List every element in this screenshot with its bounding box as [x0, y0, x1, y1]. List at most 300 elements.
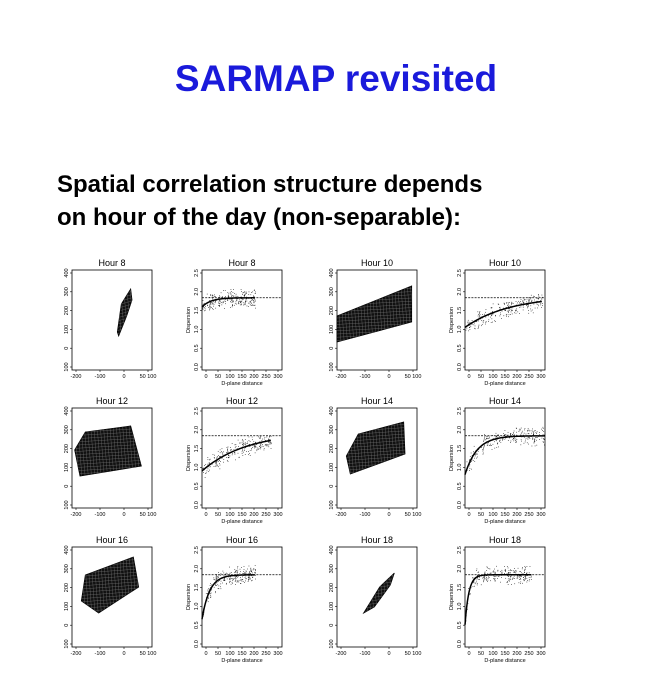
scatter-point — [514, 312, 515, 313]
scatter-point — [491, 573, 492, 574]
scatter-point — [220, 456, 221, 457]
scatter-point — [245, 581, 246, 582]
scatter-point — [240, 569, 241, 570]
scatter-point — [484, 446, 485, 447]
scatter-point — [484, 577, 485, 578]
scatter-point — [248, 577, 249, 578]
scatter-point — [493, 444, 494, 445]
scatter-point — [206, 593, 207, 594]
scatter-point — [539, 439, 540, 440]
scatter-point — [473, 460, 474, 461]
y-tick-label: 100 — [329, 601, 335, 611]
scatter-point — [537, 298, 538, 299]
scatter-point — [524, 300, 525, 301]
subtitle-line-2: on hour of the day (non-separable): — [57, 204, 462, 231]
x-tick-label: -200 — [335, 651, 347, 657]
scatter-point — [235, 576, 236, 577]
x-tick-label: 200 — [249, 374, 259, 380]
scatter-point — [215, 302, 216, 303]
scatter-point — [500, 442, 501, 443]
scatter-point — [232, 583, 233, 584]
scatter-point — [209, 460, 210, 461]
scatter-point — [220, 575, 221, 576]
scatter-point — [525, 578, 526, 579]
scatter-point — [228, 300, 229, 301]
scatter-point — [496, 433, 497, 434]
y-tick-label: 0.5 — [194, 621, 200, 630]
scatter-point — [536, 432, 537, 433]
scatter-point — [210, 583, 211, 584]
scatter-point — [219, 586, 220, 587]
scatter-point — [508, 435, 509, 436]
scatter-point — [203, 472, 204, 473]
scatter-point — [510, 434, 511, 435]
scatter-point — [483, 320, 484, 321]
scatter-point — [474, 582, 475, 583]
scatter-point — [271, 443, 272, 444]
x-axis-label: D-plane distance — [221, 381, 263, 387]
scatter-point — [242, 442, 243, 443]
scatter-point — [506, 315, 507, 316]
scatter-point — [494, 576, 495, 577]
scatter-point — [528, 428, 529, 429]
panel-title: Hour 10 — [360, 258, 394, 268]
scatter-point — [246, 451, 247, 452]
x-tick-label: 250 — [261, 374, 271, 380]
scatter-point — [468, 330, 469, 331]
scatter-point — [520, 577, 521, 578]
scatter-point — [475, 456, 476, 457]
y-tick-label: 400 — [64, 268, 70, 278]
scatter-point — [255, 579, 256, 580]
scatter-point — [249, 579, 250, 580]
scatter-point — [263, 446, 264, 447]
scatter-point — [524, 430, 525, 431]
scatter-point — [243, 443, 244, 444]
scatter-point — [214, 455, 215, 456]
scatter-point — [235, 581, 236, 582]
scatter-point — [238, 301, 239, 302]
scatter-point — [237, 300, 238, 301]
scatter-point — [237, 581, 238, 582]
scatter-point — [208, 601, 209, 602]
scatter-point — [255, 293, 256, 294]
y-tick-label: 0.5 — [194, 344, 200, 353]
scatter-point — [512, 578, 513, 579]
scatter-point — [525, 428, 526, 429]
scatter-point — [235, 584, 236, 585]
scatter-point — [523, 307, 524, 308]
scatter-point — [494, 569, 495, 570]
x-tick-label: 50 100 — [404, 651, 422, 657]
scatter-point — [265, 437, 266, 438]
scatter-point — [241, 301, 242, 302]
panel-title: Hour 12 — [95, 396, 129, 406]
scatter-point — [492, 449, 493, 450]
scatter-point — [243, 452, 244, 453]
scatter-point — [213, 303, 214, 304]
scatter-point — [483, 454, 484, 455]
scatter-point — [210, 459, 211, 460]
scatter-point — [243, 441, 244, 442]
scatter-point — [491, 315, 492, 316]
scatter-point — [242, 455, 243, 456]
x-tick-label: 100 — [225, 651, 235, 657]
scatter-point — [536, 433, 537, 434]
scatter-point — [232, 302, 233, 303]
scatter-point — [245, 293, 246, 294]
scatter-point — [519, 431, 520, 432]
scatter-point — [518, 301, 519, 302]
scatter-point — [268, 439, 269, 440]
scatter-point — [206, 473, 207, 474]
scatter-point — [534, 431, 535, 432]
scatter-point — [486, 580, 487, 581]
scatter-point — [239, 299, 240, 300]
scatter-point — [240, 301, 241, 302]
scatter-point — [235, 579, 236, 580]
scatter-point — [250, 450, 251, 451]
scatter-point — [236, 296, 237, 297]
scatter-point — [221, 292, 222, 293]
y-tick-label: 0.0 — [194, 501, 200, 509]
scatter-point — [211, 585, 212, 586]
scatter-point — [221, 451, 222, 452]
scatter-point — [244, 450, 245, 451]
scatter-point — [486, 578, 487, 579]
scatter-point — [483, 448, 484, 449]
y-tick-label: 0.0 — [457, 363, 463, 371]
scatter-point — [234, 569, 235, 570]
scatter-point — [527, 582, 528, 583]
scatter-point — [204, 307, 205, 308]
scatter-point — [235, 453, 236, 454]
scatter-point — [235, 580, 236, 581]
scatter-point — [252, 447, 253, 448]
y-tick-label: 100 — [329, 324, 335, 334]
scatter-point — [226, 573, 227, 574]
scatter-point — [228, 447, 229, 448]
scatter-point — [247, 306, 248, 307]
y-tick-label: 1.5 — [457, 583, 463, 592]
x-tick-label: 50 — [477, 374, 485, 380]
scatter-point — [477, 311, 478, 312]
scatter-point — [470, 326, 471, 327]
scatter-point — [208, 598, 209, 599]
scatter-point — [203, 300, 204, 301]
scatter-point — [218, 577, 219, 578]
scatter-point — [230, 573, 231, 574]
scatter-point — [210, 303, 211, 304]
scatter-point — [477, 578, 478, 579]
y-tick-label: 0.5 — [457, 482, 463, 491]
y-tick-label: 100 — [329, 500, 335, 510]
scatter-point — [251, 292, 252, 293]
scatter-point — [255, 442, 256, 443]
panel-title: Hour 18 — [488, 535, 522, 545]
x-tick-label: 100 — [225, 374, 235, 380]
scatter-point — [502, 572, 503, 573]
x-tick-label: -200 — [335, 512, 347, 518]
scatter-point — [521, 299, 522, 300]
scatter-point — [220, 586, 221, 587]
scatter-point — [246, 293, 247, 294]
scatter-point — [242, 444, 243, 445]
scatter-point — [500, 314, 501, 315]
scatter-point — [531, 577, 532, 578]
scatter-point — [531, 297, 532, 298]
scatter-point — [534, 300, 535, 301]
scatter-point — [506, 314, 507, 315]
x-tick-label: 0 — [204, 651, 208, 657]
scatter-points — [466, 294, 543, 331]
scatter-point — [240, 442, 241, 443]
scatter-point — [245, 294, 246, 295]
scatter-point — [483, 581, 484, 582]
scatter-point — [510, 314, 511, 315]
scatter-point — [237, 571, 238, 572]
scatter-point — [242, 440, 243, 441]
scatter-point — [543, 442, 544, 443]
scatter-point — [264, 450, 265, 451]
scatter-point — [495, 321, 496, 322]
scatter-point — [517, 578, 518, 579]
scatter-point — [233, 292, 234, 293]
scatter-point — [235, 447, 236, 448]
scatter-point — [484, 576, 485, 577]
scatter-point — [495, 573, 496, 574]
scatter-point — [266, 445, 267, 446]
scatter-point — [209, 300, 210, 301]
scatter-point — [497, 571, 498, 572]
scatter-point — [223, 573, 224, 574]
scatter-point — [215, 296, 216, 297]
scatter-point — [219, 300, 220, 301]
scatter-point — [228, 295, 229, 296]
scatter-point — [241, 304, 242, 305]
scatter-point — [538, 304, 539, 305]
scatter-point — [216, 578, 217, 579]
scatter-point — [535, 446, 536, 447]
scatter-point — [508, 312, 509, 313]
scatter-point — [240, 305, 241, 306]
scatter-point — [227, 579, 228, 580]
scatter-point — [211, 307, 212, 308]
scatter-point — [254, 572, 255, 573]
scatter-point — [493, 304, 494, 305]
scatter-point — [516, 310, 517, 311]
scatter-point — [209, 297, 210, 298]
scatter-point — [207, 593, 208, 594]
scatter-point — [230, 579, 231, 580]
scatter-point — [503, 433, 504, 434]
scatter-point — [241, 580, 242, 581]
scatter-point — [242, 299, 243, 300]
scatter-point — [493, 576, 494, 577]
scatter-point — [228, 296, 229, 297]
scatter-point — [476, 579, 477, 580]
scatter-point — [253, 301, 254, 302]
scatter-point — [528, 299, 529, 300]
scatter-point — [245, 577, 246, 578]
scatter-point — [470, 329, 471, 330]
scatter-point — [208, 590, 209, 591]
scatter-point — [232, 295, 233, 296]
scatter-point — [524, 569, 525, 570]
scatter-point — [235, 303, 236, 304]
scatter-point — [236, 576, 237, 577]
scatter-point — [224, 575, 225, 576]
scatter-point — [494, 441, 495, 442]
y-tick-label: 2.5 — [457, 407, 463, 415]
scatter-point — [484, 580, 485, 581]
scatter-point — [217, 465, 218, 466]
scatter-point — [233, 289, 234, 290]
scatter-point — [242, 573, 243, 574]
scatter-point — [525, 569, 526, 570]
scatter-point — [262, 444, 263, 445]
scatter-point — [226, 452, 227, 453]
scatter-point — [469, 466, 470, 467]
scatter-point — [223, 462, 224, 463]
scatter-point — [208, 464, 209, 465]
scatter-point — [248, 581, 249, 582]
scatter-point — [467, 322, 468, 323]
scatter-point — [470, 322, 471, 323]
scatter-point — [528, 444, 529, 445]
y-tick-label: 200 — [329, 306, 335, 316]
scatter-point — [208, 588, 209, 589]
scatter-point — [221, 573, 222, 574]
scatter-point — [492, 322, 493, 323]
fitted-curve — [465, 436, 545, 475]
scatter-point — [531, 430, 532, 431]
scatter-point — [488, 438, 489, 439]
scatter-point — [258, 437, 259, 438]
scatter-point — [231, 291, 232, 292]
scatter-point — [214, 295, 215, 296]
x-tick-label: -200 — [70, 374, 82, 380]
scatter-point — [512, 434, 513, 435]
scatter-point — [542, 430, 543, 431]
chart-panel-9 — [64, 535, 156, 657]
scatter-point — [225, 574, 226, 575]
scatter-point — [218, 297, 219, 298]
scatter-point — [220, 468, 221, 469]
scatter-point — [499, 307, 500, 308]
scatter-point — [540, 303, 541, 304]
scatter-point — [234, 449, 235, 450]
scatter-point — [530, 309, 531, 310]
scatter-point — [484, 578, 485, 579]
scatter-point — [525, 442, 526, 443]
scatter-point — [204, 303, 205, 304]
scatter-point — [533, 296, 534, 297]
scatter-point — [483, 441, 484, 442]
scatter-point — [509, 310, 510, 311]
scatter-point — [248, 579, 249, 580]
scatter-point — [242, 451, 243, 452]
scatter-point — [249, 578, 250, 579]
scatter-point — [256, 450, 257, 451]
scatter-point — [524, 443, 525, 444]
scatter-point — [251, 450, 252, 451]
scatter-point — [495, 580, 496, 581]
scatter-point — [219, 295, 220, 296]
scatter-point — [497, 444, 498, 445]
scatter-point — [218, 305, 219, 306]
scatter-point — [519, 307, 520, 308]
scatter-point — [232, 306, 233, 307]
scatter-point — [528, 437, 529, 438]
scatter-point — [214, 466, 215, 467]
scatter-point — [521, 439, 522, 440]
scatter-point — [471, 453, 472, 454]
scatter-point — [252, 573, 253, 574]
scatter-point — [220, 465, 221, 466]
scatter-point — [203, 468, 204, 469]
y-tick-label: 1.0 — [457, 325, 463, 334]
scatter-point — [223, 454, 224, 455]
scatter-point — [514, 578, 515, 579]
scatter-point — [520, 579, 521, 580]
x-axis-label: D-plane distance — [484, 658, 526, 664]
scatter-point — [475, 583, 476, 584]
scatter-point — [243, 305, 244, 306]
scatter-point — [223, 571, 224, 572]
page-title: SARMAP revisited — [174, 58, 498, 99]
scatter-point — [535, 437, 536, 438]
scatter-point — [243, 571, 244, 572]
scatter-point — [204, 465, 205, 466]
scatter-point — [229, 457, 230, 458]
x-tick-label: 200 — [512, 374, 522, 380]
scatter-point — [211, 597, 212, 598]
scatter-point — [541, 429, 542, 430]
scatter-point — [210, 306, 211, 307]
scatter-point — [249, 566, 250, 567]
scatter-point — [232, 582, 233, 583]
scatter-point — [491, 308, 492, 309]
scatter-point — [238, 302, 239, 303]
scatter-point — [492, 307, 493, 308]
scatter-point — [232, 305, 233, 306]
scatter-point — [245, 578, 246, 579]
scatter-point — [247, 569, 248, 570]
scatter-point — [238, 446, 239, 447]
scatter-point — [508, 579, 509, 580]
y-tick-label: 2.0 — [457, 564, 463, 573]
scatter-point — [243, 573, 244, 574]
scatter-point — [215, 302, 216, 303]
scatter-point — [245, 439, 246, 440]
scatter-point — [511, 310, 512, 311]
y-tick-label: 400 — [329, 545, 335, 555]
y-tick-label: 1.0 — [457, 463, 463, 472]
y-axis-label: Dispersion — [449, 584, 455, 610]
scatter-point — [534, 304, 535, 305]
scatter-point — [215, 591, 216, 592]
scatter-point — [478, 572, 479, 573]
scatter-point — [513, 440, 514, 441]
chart-panel-7 — [329, 396, 421, 518]
scatter-point — [520, 578, 521, 579]
scatter-point — [241, 289, 242, 290]
scatter-point — [213, 577, 214, 578]
scatter-point — [227, 574, 228, 575]
x-tick-label: 0 — [467, 374, 471, 380]
scatter-point — [482, 324, 483, 325]
